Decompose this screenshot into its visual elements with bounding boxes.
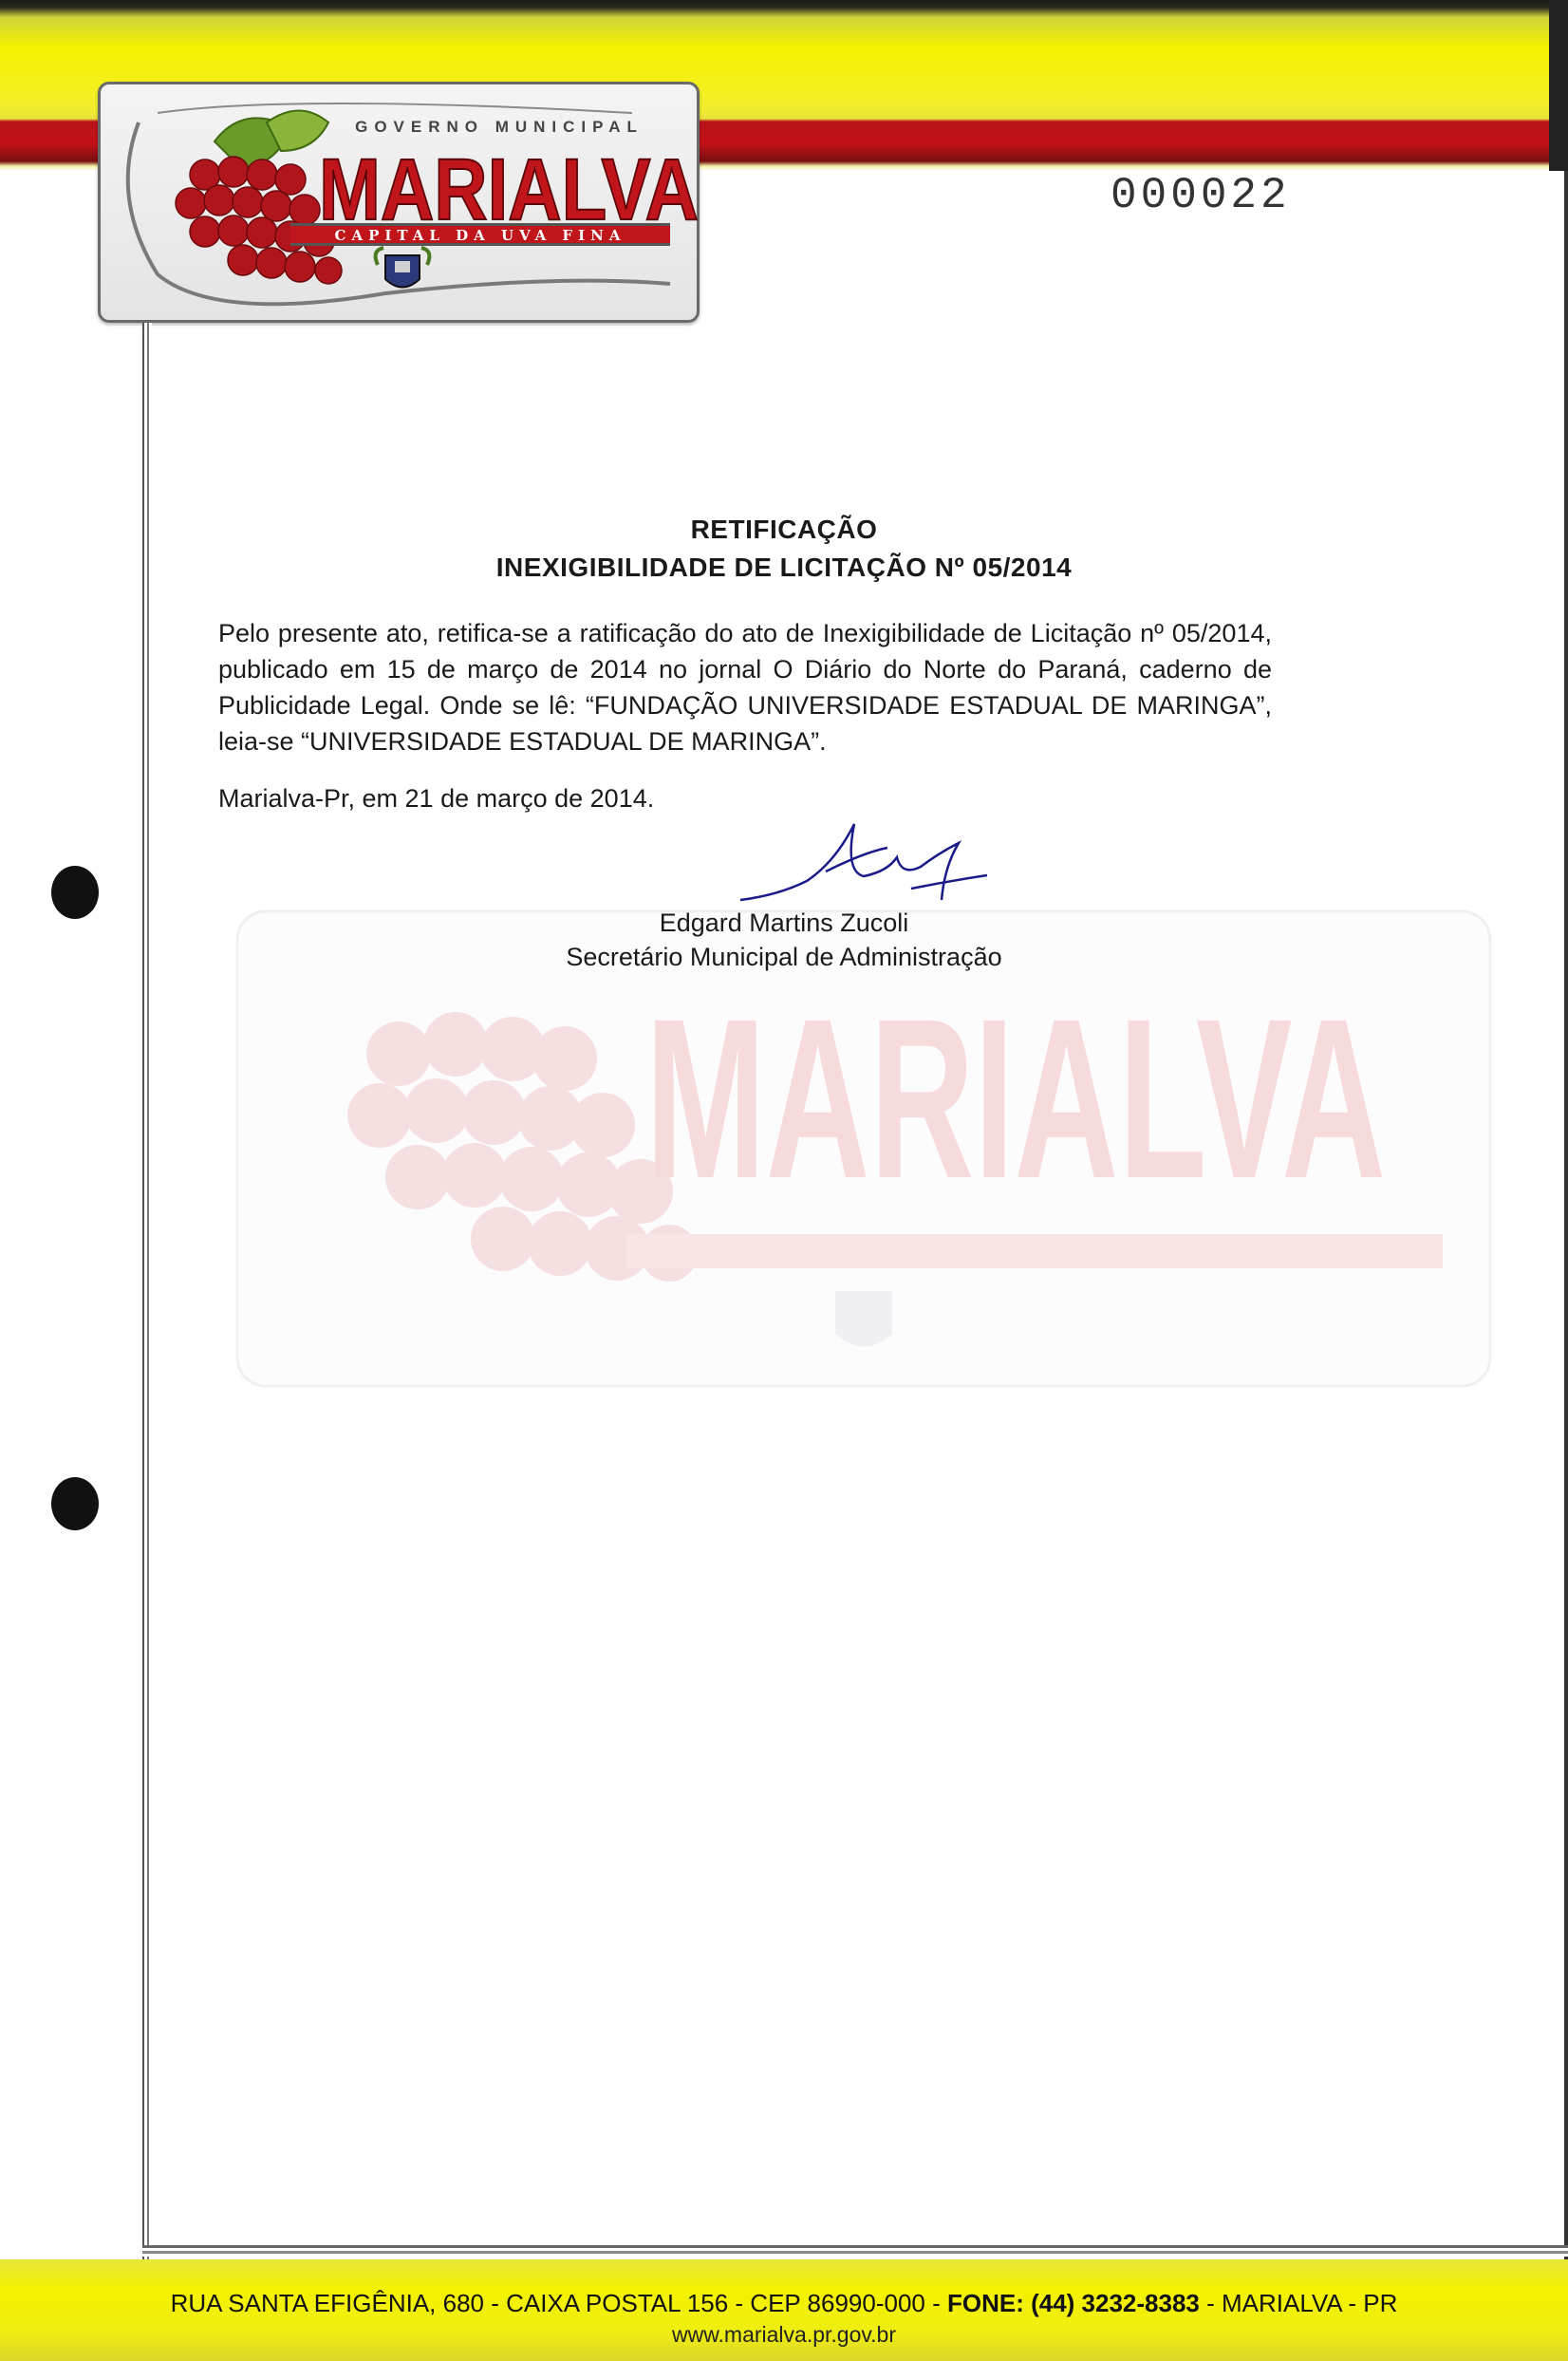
page-frame-left: [142, 323, 152, 2259]
grape-cluster-logo-icon: [101, 84, 702, 326]
footer-phone: FONE: (44) 3232-8383: [946, 2289, 1200, 2317]
municipal-logo: [98, 82, 700, 323]
document-title: RETIFICAÇÃO: [690, 515, 878, 544]
svg-text:CAPITAL DA UVA FINA: CAPITAL DA UVA FINA: [334, 227, 626, 244]
svg-text:MARIALVA: MARIALVA: [319, 141, 699, 238]
body-paragraph: Pelo presente ato, retifica-se a ratificação do ato de Inexigibilidade de Licitação nº 05/2014, publicado em 15 de março de 2014 no jornal O Diário do Norte do Paraná, caderno de Publicidade Legal. Onde se lê: “FUNDAÇÃO UNIVERSIDADE ESTADUAL DE MARINGA”, leia-se “UNIVERSIDADE ESTADUAL DE MARINGA”.: [218, 619, 1272, 756]
signer-name: Edgard Martins Zucoli: [659, 909, 909, 937]
signature-icon: [721, 805, 1006, 919]
footer-address: [0, 2289, 1568, 2318]
svg-text:GOVERNO MUNICIPAL: GOVERNO MUNICIPAL: [355, 118, 644, 136]
page-frame-right: [1564, 171, 1568, 2259]
document-subtitle: INEXIGIBILIDADE DE LICITAÇÃO Nº 05/2014: [495, 553, 1073, 582]
signer-role: Secretário Municipal de Administração: [566, 943, 1002, 971]
coat-of-arms-icon: [376, 248, 430, 288]
footer-street: RUA SANTA EFIGÊNIA, 680 - CAIXA POSTAL 156 - CEP 86990-000 -: [170, 2289, 947, 2317]
document-number: 000022: [1111, 171, 1291, 220]
footer-website: www.marialva.pr.gov.br: [671, 2322, 897, 2347]
punch-hole: [51, 1477, 99, 1530]
svg-text:MARIALVA: MARIALVA: [645, 971, 1386, 1226]
page-frame-bottom: [142, 2245, 1568, 2257]
header-dark-edge: [1549, 0, 1568, 171]
footer-city: - MARIALVA - PR: [1199, 2289, 1398, 2317]
place-and-date: Marialva-Pr, em 21 de março de 2014.: [218, 784, 655, 813]
marialva-watermark-icon: [228, 892, 1500, 1424]
